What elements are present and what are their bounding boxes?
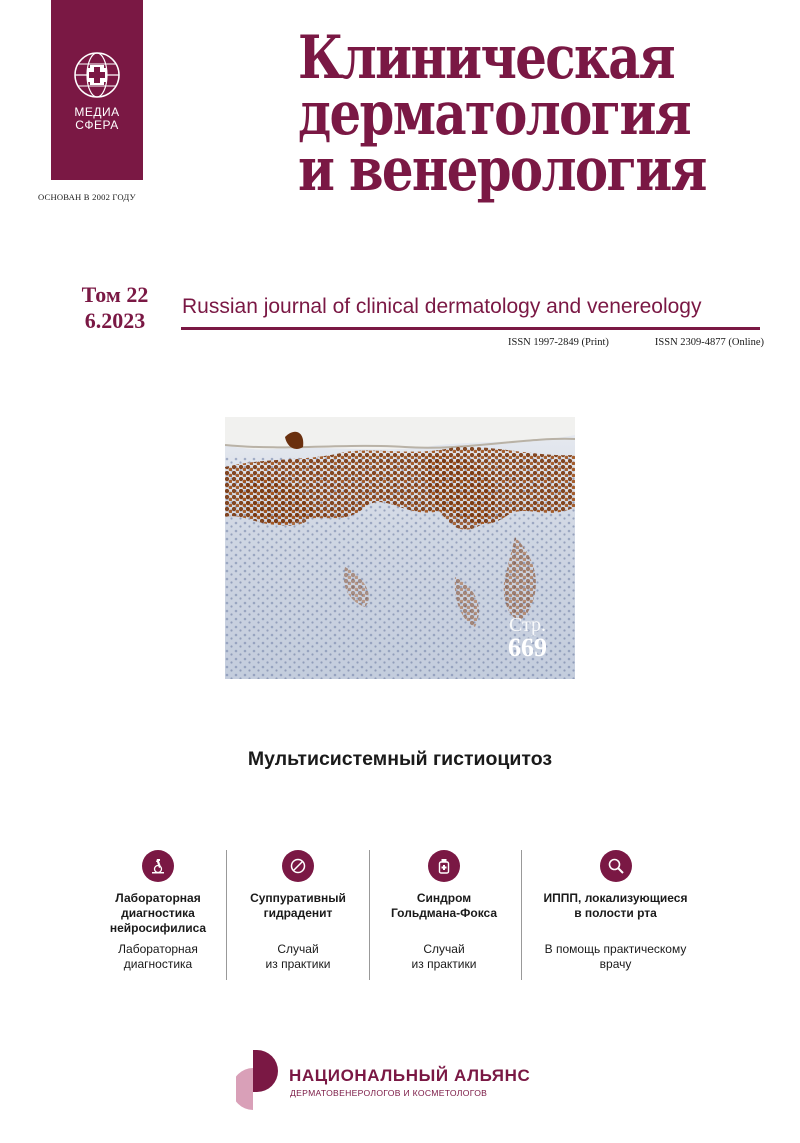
medicine-bottle-icon — [428, 850, 460, 882]
topic-item[interactable] — [528, 850, 703, 980]
topic-title-line: гидраденит — [263, 906, 333, 920]
topic-title-line: Лабораторная — [115, 891, 201, 905]
topic-category-line: Случай — [423, 942, 465, 956]
alliance-logo-icon — [236, 1050, 278, 1110]
cover-micrograph — [225, 417, 575, 679]
issn-online: ISSN 2309-4877 (Online) — [654, 337, 764, 348]
topic-title-line: Гольдмана-Фокса — [390, 906, 498, 920]
topic-category — [228, 942, 368, 972]
topics-row — [98, 850, 730, 980]
publisher-block — [51, 0, 143, 180]
topic-title-line: ИППП, локализующиеся — [543, 891, 688, 905]
journal-title-line2: дерматология — [298, 79, 690, 149]
topic-title — [98, 891, 218, 936]
topic-title-line: Суппуративный — [250, 891, 346, 905]
topic-category — [373, 942, 515, 972]
founded-note: ОСНОВАН В 2002 ГОДУ — [38, 192, 136, 202]
issue-number: 6.2023 — [84, 308, 146, 333]
topic-title-line: в полости рта — [574, 906, 657, 920]
pill-icon — [282, 850, 314, 882]
topic-category-line: диагностика — [123, 957, 193, 971]
topic-title-line: нейросифилиса — [109, 921, 207, 935]
topic-category-line: Случай — [277, 942, 319, 956]
journal-subtitle: Russian journal of clinical dermatology and venereology — [182, 295, 702, 318]
topic-item[interactable] — [228, 850, 368, 980]
journal-title-line3: и венерология — [298, 135, 706, 205]
topic-category-line: из практики — [265, 957, 331, 971]
media-sphere-logo-icon — [72, 50, 122, 100]
topic-divider — [521, 850, 522, 980]
alliance-subtitle: ДЕРМАТОВЕНЕРОЛОГОВ И КОСМЕТОЛОГОВ — [290, 1088, 488, 1098]
topic-title-line: Синдром — [416, 891, 472, 905]
subtitle-divider — [181, 327, 760, 330]
topic-item[interactable] — [98, 850, 218, 980]
journal-title-line1: Клиническая — [298, 23, 674, 93]
topic-category — [98, 942, 218, 972]
topic-category-line: В помощь практическому — [544, 942, 687, 956]
microscope-icon — [142, 850, 174, 882]
issue-volume: Том 22 — [81, 282, 149, 307]
topic-divider — [369, 850, 370, 980]
page-reference-label: Стр. — [508, 614, 547, 636]
magnifier-icon — [600, 850, 632, 882]
topic-title — [373, 891, 515, 921]
topic-category-line: Лабораторная — [118, 942, 198, 956]
alliance-name: НАЦИОНАЛЬНЫЙ АЛЬЯНС — [289, 1066, 531, 1085]
feature-article-title: Мультисистемный гистиоцитоз — [247, 748, 553, 770]
topic-category-line: врачу — [599, 957, 632, 971]
issn-print: ISSN 1997-2849 (Print) — [508, 337, 609, 348]
page-reference — [508, 615, 547, 661]
topic-item[interactable] — [373, 850, 515, 980]
topic-title-line: диагностика — [121, 906, 195, 920]
topic-title — [228, 891, 368, 921]
publisher-name — [74, 106, 119, 132]
topic-title — [528, 891, 703, 921]
publisher-name-line2: СФЕРА — [75, 118, 119, 132]
issue-info — [60, 282, 170, 334]
topic-category — [528, 942, 703, 972]
topic-category-line: из практики — [411, 957, 477, 971]
issn-line — [508, 337, 764, 348]
journal-title — [298, 23, 706, 205]
topic-divider — [226, 850, 227, 980]
page-reference-number: 669 — [508, 633, 547, 662]
publisher-name-line1: МЕДИА — [74, 105, 120, 119]
